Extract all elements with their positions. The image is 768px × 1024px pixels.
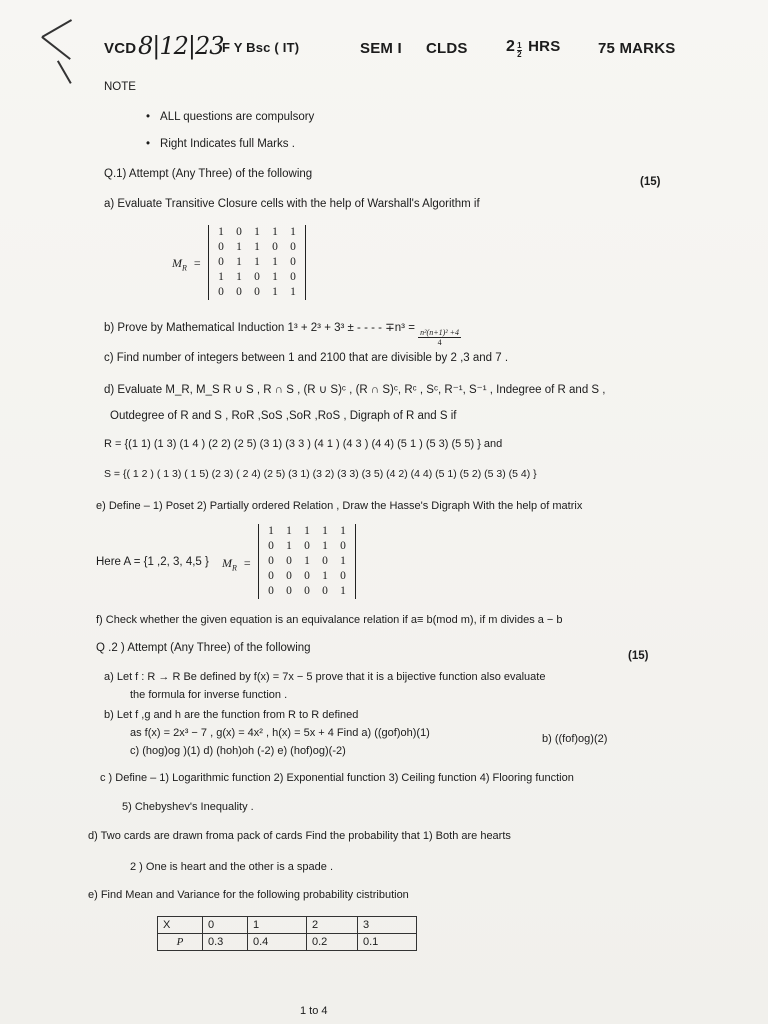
q2-marks: (15) [628,650,649,662]
q2-a-line2: the formula for inverse function . [130,689,288,701]
q1-title: Q.1) Attempt (Any Three) of the following [104,168,313,180]
header-course: F Y Bsc ( IT) [222,40,300,55]
q1-e-set: Here A = {1 ,2, 3, 4,5 } [96,556,209,568]
q2-a-line1: a) Let f : R → R Be defined by f(x) = 7x − 5 prove that it is a bijective function also evaluate [104,671,546,683]
note-bullet-2: • Right Indicates full Marks . [146,138,295,150]
q1-e-matrix: 1 1 1 1 1 0 1 0 1 0 0 0 1 0 1 0 0 0 1 0 0 0 0 0 1 [258,524,356,599]
q1-e-matrix-label: $M_R$ = [222,556,251,573]
header-duration: 2 $\frac{1}{2}$ HRS [506,38,561,59]
header-subject: CLDS [426,40,468,57]
q1-e-text: e) Define – 1) Poset 2) Partially ordered Relation , Draw the Hasse's Digraph With the help of matrix [96,500,583,512]
header-handwritten-date: 8|12|23 [138,32,224,60]
q2-c-line1: c ) Define – 1) Logarithmic function 2) Exponential function 3) Ceiling function 4) Flooring function [100,772,574,784]
q1-a-matrix: 1 0 1 1 1 0 1 1 0 0 0 1 1 1 0 1 1 0 1 0 0 0 0 1 1 [208,225,306,300]
q2-c-line2: 5) Chebyshev's Inequality . [122,801,254,813]
q1-a-matrix-label: $M_R$ = [172,256,201,273]
note-bullet-1: • ALL questions are compulsory [146,111,315,123]
q1-marks: (15) [640,176,661,188]
page-number: 1 to 4 [300,1005,328,1017]
q2-b-line2-right: b) ((fof)og)(2) [542,733,608,745]
q2-b-line1: b) Let f ,g and h are the function from R to R defined [104,709,359,721]
table-row: P 0.3 0.4 0.2 0.1 [158,934,417,951]
q1-b-text: b) Prove by Mathematical Induction 1³ + 2³ + 3³ ± - - - - ∓n³ = $\frac{\text{n²(n+1)² +4}}{4}$ [104,322,460,347]
table-row: X 0 1 2 3 [158,917,417,934]
q2-title: Q .2 ) Attempt (Any Three) of the following [96,642,311,654]
q1-f-text: f) Check whether the given equation is an equivalance relation if a≡ b(mod m), if m divides a − b [96,614,563,626]
header-semester: SEM I [360,40,402,57]
handwritten-corner-mark-2 [42,36,71,59]
q2-e-text: e) Find Mean and Variance for the following probability cistribution [88,889,409,901]
note-title: NOTE [104,81,136,93]
q1-d-line1: d) Evaluate M_R, M_S R ∪ S , R ∩ S , (R ∪ S)ᶜ , (R ∩ S)ᶜ, Rᶜ , Sᶜ, R⁻¹, S⁻¹ , Indegree of R and S , [104,384,606,396]
q2-b-line3: c) (hog)og )(1) d) (hoh)oh (-2) e) (hof)og)(-2) [130,745,346,757]
q2-d-line2: 2 ) One is heart and the other is a spade . [130,861,334,873]
handwritten-corner-mark-3 [57,60,71,83]
q1-a-text: a) Evaluate Transitive Closure cells with the help of Warshall's Algorithm if [104,198,480,210]
handwritten-corner-mark [42,19,72,37]
q1-c-text: c) Find number of integers between 1 and 2100 that are divisible by 2 ,3 and 7 . [104,352,509,364]
q2-b-line2: as f(x) = 2x³ − 7 , g(x) = 4x² , h(x) = 5x + 4 Find a) ((gof)oh)(1) [130,727,430,739]
header-prefix: VCD [104,40,137,57]
q1-d-line2: Outdegree of R and S , RoR ,SoS ,SoR ,RoS , Digraph of R and S if [110,410,457,422]
header-row [104,32,704,68]
q2-d-line1: d) Two cards are drawn froma pack of cards Find the probability that 1) Both are hearts [88,830,511,842]
probability-distribution-table [157,916,417,951]
q1-d-relation-R: R = {(1 1) (1 3) (1 4 ) (2 2) (2 5) (3 1) (3 3 ) (4 1 ) (4 3 ) (4 4) (5 1 ) (5 3) (5 5) } and [104,438,503,450]
q1-d-relation-S: S = {( 1 2 ) ( 1 3) ( 1 5) (2 3) ( 2 4) (2 5) (3 1) (3 2) (3 3) (3 5) (4 2) (4 4) (5 1) (5 2) (5 3) (5 4) } [104,468,537,480]
header-marks: 75 MARKS [598,40,676,57]
q1-b-fraction: $\frac{\text{n²(n+1)² +4}}{4}$ [420,328,460,347]
